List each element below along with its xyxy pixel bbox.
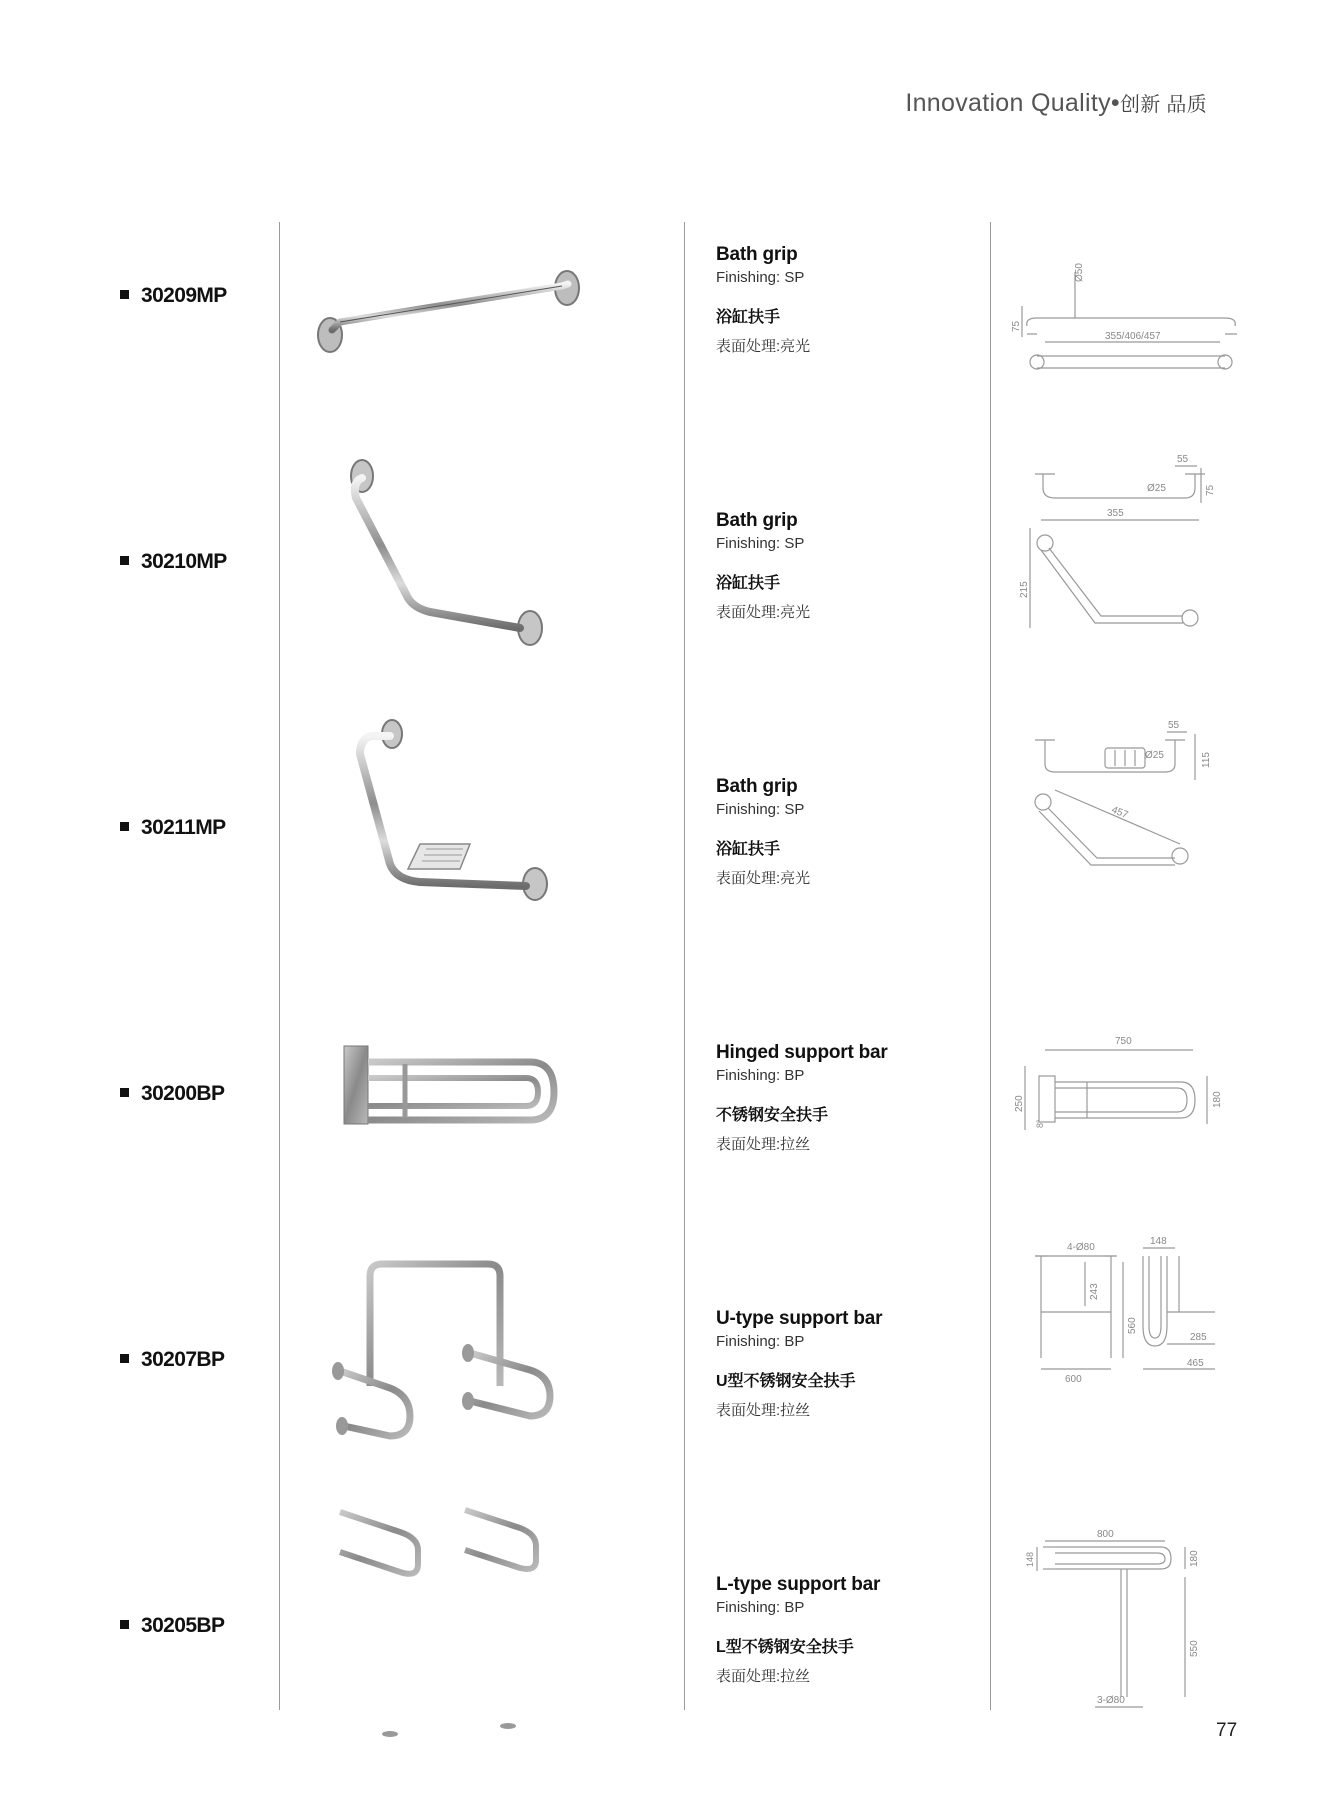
dimension-label: 800 bbox=[1097, 1529, 1114, 1540]
dimension-label: 215 bbox=[1019, 581, 1030, 598]
dimension-label: 55 bbox=[1168, 720, 1180, 731]
bullet-icon bbox=[120, 822, 129, 831]
product-row-30205BP bbox=[0, 1529, 1323, 1820]
dimension-label: 115 bbox=[1201, 752, 1212, 768]
dimension-label: 180 bbox=[1189, 1550, 1200, 1567]
dimension-label: Ø50 bbox=[1074, 263, 1085, 282]
dimension-label: 148 bbox=[1025, 1551, 1035, 1567]
bath-grip-angled-photo bbox=[300, 448, 600, 698]
product-name-en: Bath grip bbox=[716, 244, 798, 265]
dimension-label: 243 bbox=[1089, 1283, 1100, 1300]
header-title-cn: 创新 品质 bbox=[1119, 94, 1207, 116]
dimension-label: Ø25 bbox=[1147, 483, 1166, 494]
product-finishing-cn: 表面处理:拉丝 bbox=[716, 1668, 811, 1685]
technical-drawing bbox=[1015, 1000, 1265, 1200]
bullet-icon bbox=[120, 1620, 129, 1629]
product-finishing-cn: 表面处理:拉丝 bbox=[716, 1402, 811, 1419]
dimension-label: 8° bbox=[1035, 1119, 1045, 1128]
bullet-icon bbox=[120, 290, 129, 299]
technical-drawing bbox=[1015, 714, 1265, 914]
dimension-label: 355 bbox=[1107, 508, 1124, 519]
dimension-label: 355/406/457 bbox=[1105, 331, 1161, 342]
product-finishing: Finishing: BP bbox=[716, 1067, 805, 1084]
bullet-icon bbox=[120, 556, 129, 565]
technical-drawing bbox=[1015, 1507, 1265, 1707]
product-finishing-cn: 表面处理:亮光 bbox=[716, 338, 811, 355]
product-finishing: Finishing: SP bbox=[716, 801, 805, 818]
dimension-label: 560 bbox=[1127, 1317, 1138, 1334]
page-header bbox=[0, 88, 1207, 118]
product-name-cn: 浴缸扶手 bbox=[716, 575, 781, 592]
product-row-30211MP bbox=[0, 720, 1323, 1022]
product-description bbox=[716, 1042, 888, 1154]
product-name-en: Bath grip bbox=[716, 776, 798, 797]
dimension-label: 4-Ø80 bbox=[1067, 1242, 1095, 1253]
product-description bbox=[716, 1308, 882, 1420]
product-finishing: Finishing: SP bbox=[716, 269, 805, 286]
bullet-icon bbox=[120, 1354, 129, 1363]
l-type-support-bar-photo bbox=[300, 1492, 600, 1742]
header-title-en: Innovation Quality bbox=[905, 89, 1111, 117]
product-code: 30209MP bbox=[120, 284, 227, 308]
product-name-en: Bath grip bbox=[716, 510, 798, 531]
dimension-label: 3-Ø80 bbox=[1097, 1695, 1125, 1706]
product-name-cn: 不锈钢安全扶手 bbox=[716, 1107, 829, 1124]
product-finishing: Finishing: BP bbox=[716, 1599, 805, 1616]
product-finishing: Finishing: SP bbox=[716, 535, 805, 552]
dimension-label: 55 bbox=[1177, 454, 1189, 465]
product-name-cn: L型不锈钢安全扶手 bbox=[716, 1639, 854, 1656]
product-name-cn: 浴缸扶手 bbox=[716, 841, 781, 858]
header-separator: • bbox=[1110, 89, 1120, 117]
product-name-en: U-type support bar bbox=[716, 1308, 883, 1329]
product-name-en: Hinged support bar bbox=[716, 1042, 888, 1063]
dimension-label: 285 bbox=[1190, 1332, 1207, 1343]
dimension-label: 750 bbox=[1115, 1036, 1132, 1047]
product-finishing-cn: 表面处理:亮光 bbox=[716, 604, 811, 621]
product-name-cn: U型不锈钢安全扶手 bbox=[716, 1373, 856, 1390]
dimension-label: 75 bbox=[1205, 484, 1216, 496]
dimension-label: Ø25 bbox=[1145, 750, 1164, 761]
dimension-label: 148 bbox=[1150, 1236, 1167, 1247]
dimension-label: 180 bbox=[1212, 1091, 1223, 1108]
product-name-cn: 浴缸扶手 bbox=[716, 309, 781, 326]
product-code: 30211MP bbox=[120, 816, 226, 840]
product-finishing: Finishing: BP bbox=[716, 1333, 805, 1350]
hinged-support-bar-photo bbox=[300, 980, 600, 1230]
dimension-label: 457 bbox=[1109, 804, 1130, 822]
product-code: 30207BP bbox=[120, 1348, 224, 1372]
bath-grip-soap-dish-photo bbox=[300, 714, 600, 964]
technical-drawing bbox=[1011, 242, 1265, 442]
bullet-icon bbox=[120, 1088, 129, 1097]
technical-drawing bbox=[1015, 1226, 1265, 1426]
u-type-support-bar-photo bbox=[300, 1236, 600, 1486]
product-name-en: L-type support bar bbox=[716, 1574, 881, 1595]
product-description bbox=[716, 510, 810, 622]
product-finishing-cn: 表面处理:拉丝 bbox=[716, 1136, 811, 1153]
technical-drawing bbox=[1015, 448, 1265, 648]
dimension-label: 75 bbox=[1011, 320, 1022, 332]
product-description bbox=[716, 244, 810, 356]
dimension-label: 465 bbox=[1187, 1358, 1204, 1369]
product-code: 30210MP bbox=[120, 550, 227, 574]
dimension-label: 600 bbox=[1065, 1374, 1082, 1385]
dimension-label: 250 bbox=[1014, 1095, 1025, 1112]
dimension-label: 550 bbox=[1189, 1640, 1200, 1657]
product-code: 30200BP bbox=[120, 1082, 224, 1106]
bath-grip-straight-photo bbox=[300, 222, 600, 472]
page-number: 77 bbox=[1216, 1720, 1238, 1741]
product-description bbox=[716, 1574, 880, 1686]
product-finishing-cn: 表面处理:亮光 bbox=[716, 870, 811, 887]
product-code: 30205BP bbox=[120, 1614, 224, 1638]
product-description bbox=[716, 776, 810, 888]
